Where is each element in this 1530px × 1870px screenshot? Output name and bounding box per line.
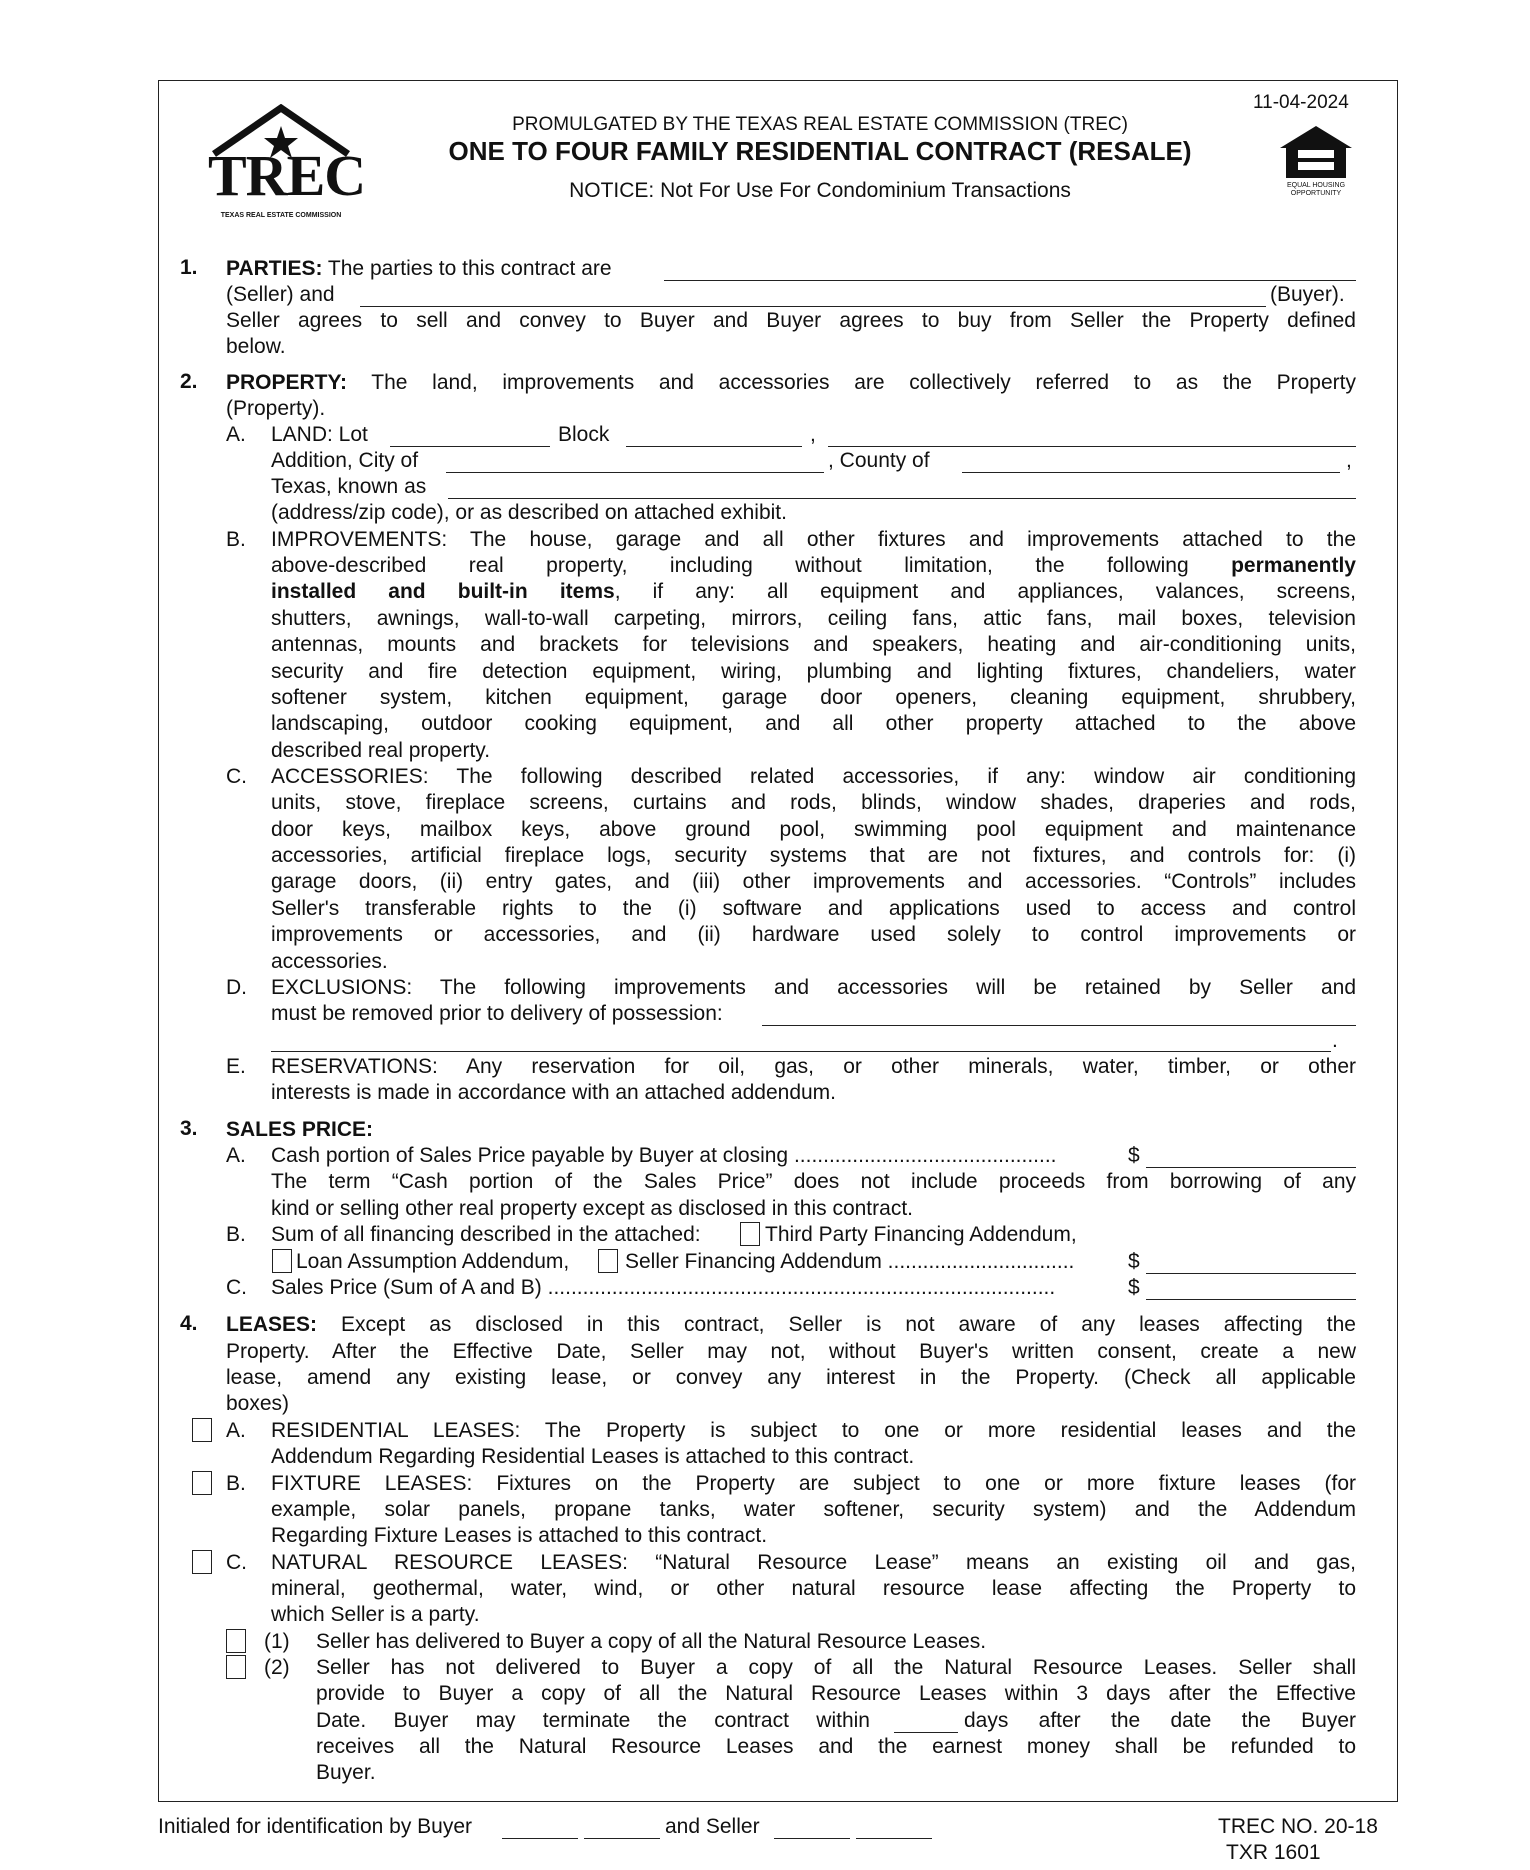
block-label: Block [558,423,610,446]
3a-line2: The term “Cash portion of the Sales Price” does not include proceeds from borrowing of any [271,1170,1356,1193]
natural-resource-leases-checkbox[interactable] [192,1550,212,1574]
cash-portion-blank[interactable] [1146,1167,1356,1168]
buyer-initial-1[interactable] [502,1838,578,1839]
lot-blank[interactable] [390,446,550,447]
city-blank[interactable] [446,472,824,473]
initialed-label: Initialed for identification by Buyer [158,1815,473,1838]
2d-line1: EXCLUSIONS: The following improvements and accessories will be retained by Seller and [271,976,1356,999]
2a-letter: A. [226,423,246,446]
2c-line5: garage doors, (ii) entry gates, and (iii) other improvements and accessories. “Controls” includes [271,870,1356,893]
seller-financing-label: Seller Financing Addendum ................................ [625,1250,1075,1273]
3b-line1: Sum of all financing described in the attached: [271,1223,701,1246]
equal-housing-icon [1276,122,1356,202]
addition-label: Addition, City of [271,449,419,472]
buyer-label: (Buyer). [1270,283,1345,306]
option-2-line1: Seller has not delivered to Buyer a copy of all the Natural Resource Leases. Seller shall [316,1656,1356,1679]
section-2-line1 [226,370,1356,396]
loan-assumption-label: Loan Assumption Addendum, [296,1250,570,1273]
3c-line1: Sales Price (Sum of A and B) ....................................................................................... [271,1276,1056,1299]
seller-financing-checkbox[interactable] [598,1249,618,1273]
parties-text: The parties to this contract are [327,257,612,280]
form-number: TREC NO. 20-18 [1218,1815,1378,1838]
buyer-initial-2[interactable] [584,1838,660,1839]
sales-price-blank[interactable] [1146,1299,1356,1300]
lot-comma: , [810,423,816,446]
2b-line6: security and fire detection equipment, wiring, plumbing and lighting fixtures, chandeliers, water [271,660,1356,683]
loan-assumption-checkbox[interactable] [272,1249,292,1273]
section-4-line1 [226,1312,1356,1338]
option-2-line3b: days after the date the Buyer [964,1709,1356,1732]
contract-title: ONE TO FOUR FAMILY RESIDENTIAL CONTRACT (RESALE) [448,136,1192,166]
section-1-line3: Seller agrees to sell and convey to Buyer and Buyer agrees to buy from Seller the Property defined [226,309,1356,332]
leases-heading: LEASES: [226,1313,318,1336]
2c-line4: accessories, artificial fireplace logs, security systems that are not fixtures, and controls for: (i) [271,844,1356,867]
2b-line4: shutters, awnings, wall-to-wall carpeting, mirrors, ceiling fans, attic fans, mail boxes, television [271,607,1356,630]
2c-line3: door keys, mailbox keys, above ground pool, swimming pool equipment and maintenance [271,818,1356,841]
county-label: , County of [828,449,930,472]
eho-line2: OPPORTUNITY [1290,190,1342,197]
4a-line1: RESIDENTIAL LEASES: The Property is subject to one or more residential leases and the [271,1419,1356,1442]
nrl-delivered-checkbox[interactable] [226,1629,246,1653]
buyer-name-blank[interactable] [360,306,1266,307]
4c-line1: NATURAL RESOURCE LEASES: “Natural Resource Lease” means an existing oil and gas, [271,1551,1356,1574]
county-blank[interactable] [962,472,1340,473]
county-comma: , [1346,449,1352,472]
section-1-line4: below. [226,335,286,358]
notice-line: NOTICE: Not For Use For Condominium Transactions [569,179,1071,202]
nrl-not-delivered-checkbox[interactable] [226,1655,246,1679]
4a-letter: A. [226,1419,246,1442]
section-4-line2: Property. After the Effective Date, Seller may not, without Buyer's written consent, create a new [226,1340,1356,1363]
2b-letter: B. [226,528,246,551]
parties-heading: PARTIES: [226,257,323,280]
addition-blank[interactable] [828,446,1356,447]
and-seller-label: and Seller [665,1815,760,1838]
financing-sum-blank[interactable] [1146,1273,1356,1274]
seller-initial-1[interactable] [774,1838,850,1839]
option-2-line4: receives all the Natural Resource Leases and the earnest money shall be refunded to [316,1735,1356,1758]
2b-line2 [271,553,1356,579]
4c-line2: mineral, geothermal, water, wind, or other natural resource lease affecting the Property to [271,1577,1356,1600]
parties-blank[interactable] [664,280,1356,281]
address-blank[interactable] [448,498,1356,499]
seller-initial-2[interactable] [856,1838,932,1839]
3b-dollar: $ [1128,1250,1140,1273]
section-4-line4: boxes) [226,1392,290,1415]
option-1-text: Seller has delivered to Buyer a copy of all the Natural Resource Leases. [316,1630,987,1653]
texas-known-label: Texas, known as [271,475,427,498]
3a-line1: Cash portion of Sales Price payable by Buyer at closing ............................................. [271,1144,1057,1167]
2b-line2-text: above-described real property, including without limitation, the following [271,554,1189,577]
4b-letter: B. [226,1472,246,1495]
2b-built-in: installed and built-in items [271,580,615,603]
2d-letter: D. [226,976,247,999]
lot-label: LAND: Lot [271,423,368,446]
2b-line7: softener system, kitchen equipment, garage door openers, cleaning equipment, shrubbery, [271,686,1356,709]
property-text: The land, improvements and accessories are collectively referred to as the Property [371,371,1356,394]
3a-dollar: $ [1128,1144,1140,1167]
third-party-label: Third Party Financing Addendum, [765,1223,1077,1246]
sales-price-heading: SALES PRICE: [226,1118,374,1141]
option-2-line5: Buyer. [316,1761,376,1784]
residential-leases-checkbox[interactable] [192,1418,212,1442]
property-heading: PROPERTY: [226,371,347,394]
section-1-number: 1. [180,256,198,279]
section-2-number: 2. [180,370,198,393]
4a-line2: Addendum Regarding Residential Leases is attached to this contract. [271,1445,915,1468]
trec-logo-subtext: TEXAS REAL ESTATE COMMISSION [220,212,342,219]
4b-line1: FIXTURE LEASES: Fixtures on the Property are subject to one or more fixture leases (for [271,1472,1356,1495]
2c-line1: ACCESSORIES: The following described related accessories, if any: window air conditioning [271,765,1356,788]
trec-logo-text: TREC [208,143,366,208]
3c-dollar: $ [1128,1276,1140,1299]
option-2-line3a: Date. Buyer may terminate the contract within [316,1709,870,1732]
2e-line1: RESERVATIONS: Any reservation for oil, gas, or other minerals, water, timber, or other [271,1055,1356,1078]
4c-letter: C. [226,1551,247,1574]
2e-line2: interests is made in accordance with an attached addendum. [271,1081,837,1104]
2b-line5: antennas, mounts and brackets for televisions and speakers, heating and air-conditioning units, [271,633,1356,656]
option-2-line2: provide to Buyer a copy of all the Natural Resource Leases within 3 days after the Effective [316,1682,1356,1705]
section-3-number: 3. [180,1117,198,1140]
option-2-number: (2) [264,1656,290,1679]
2b-line8: landscaping, outdoor cooking equipment, and all other property attached to the above [271,712,1356,735]
block-blank[interactable] [626,446,802,447]
form-date: 11-04-2024 [1253,92,1349,113]
section-2-line2: (Property). [226,397,326,420]
2c-line7: improvements or accessories, and (ii) hardware used solely to control improvements or [271,923,1356,946]
3a-line3: kind or selling other real property except as disclosed in this contract. [271,1197,913,1220]
exclusions-period: . [1332,1029,1338,1052]
eho-line1: EQUAL HOUSING [1286,182,1346,189]
third-party-financing-checkbox[interactable] [740,1222,760,1246]
4c-line3: which Seller is a party. [271,1603,480,1626]
2c-letter: C. [226,765,247,788]
3c-letter: C. [226,1276,247,1299]
2b-line1: IMPROVEMENTS: The house, garage and all other fixtures and improvements attached to the [271,528,1356,551]
3a-letter: A. [226,1144,246,1167]
2d-line2: must be removed prior to delivery of possession: [271,1002,723,1025]
section-4-line3: lease, amend any existing lease, or convey any interest in the Property. (Check all applicable [226,1366,1356,1389]
2c-line6: Seller's transferable rights to the (i) software and applications used to access and control [271,897,1356,920]
section-1-line1 [226,256,612,282]
2c-line8: accessories. [271,950,388,973]
exclusions-blank-2[interactable] [271,1051,1331,1052]
4b-line3: Regarding Fixture Leases is attached to this contract. [271,1524,768,1547]
2b-permanently: permanently [1231,554,1356,577]
promulgated-line: PROMULGATED BY THE TEXAS REAL ESTATE COMMISSION (TREC) [512,114,1128,135]
address-line: (address/zip code), or as described on attached exhibit. [271,501,787,524]
seller-label: (Seller) and [226,283,335,306]
fixture-leases-checkbox[interactable] [192,1471,212,1495]
4b-line2: example, solar panels, propane tanks, water softener, security system) and the Addendum [271,1498,1356,1521]
txr-number: TXR 1601 [1226,1841,1321,1864]
option-1-number: (1) [264,1630,290,1653]
leases-text: Except as disclosed in this contract, Seller is not aware of any leases affecting the [341,1313,1356,1336]
exclusions-blank-1[interactable] [762,1025,1356,1026]
2b-line9: described real property. [271,739,491,762]
2c-line2: units, stove, fireplace screens, curtains and rods, blinds, window shades, draperies and rods, [271,791,1356,814]
3b-letter: B. [226,1223,246,1246]
terminate-days-blank[interactable] [894,1732,958,1733]
2e-letter: E. [226,1055,246,1078]
2b-line3-text: , if any: all equipment and appliances, valances, screens, [614,580,1357,603]
section-4-number: 4. [180,1312,198,1335]
2b-line3 [271,579,1356,605]
